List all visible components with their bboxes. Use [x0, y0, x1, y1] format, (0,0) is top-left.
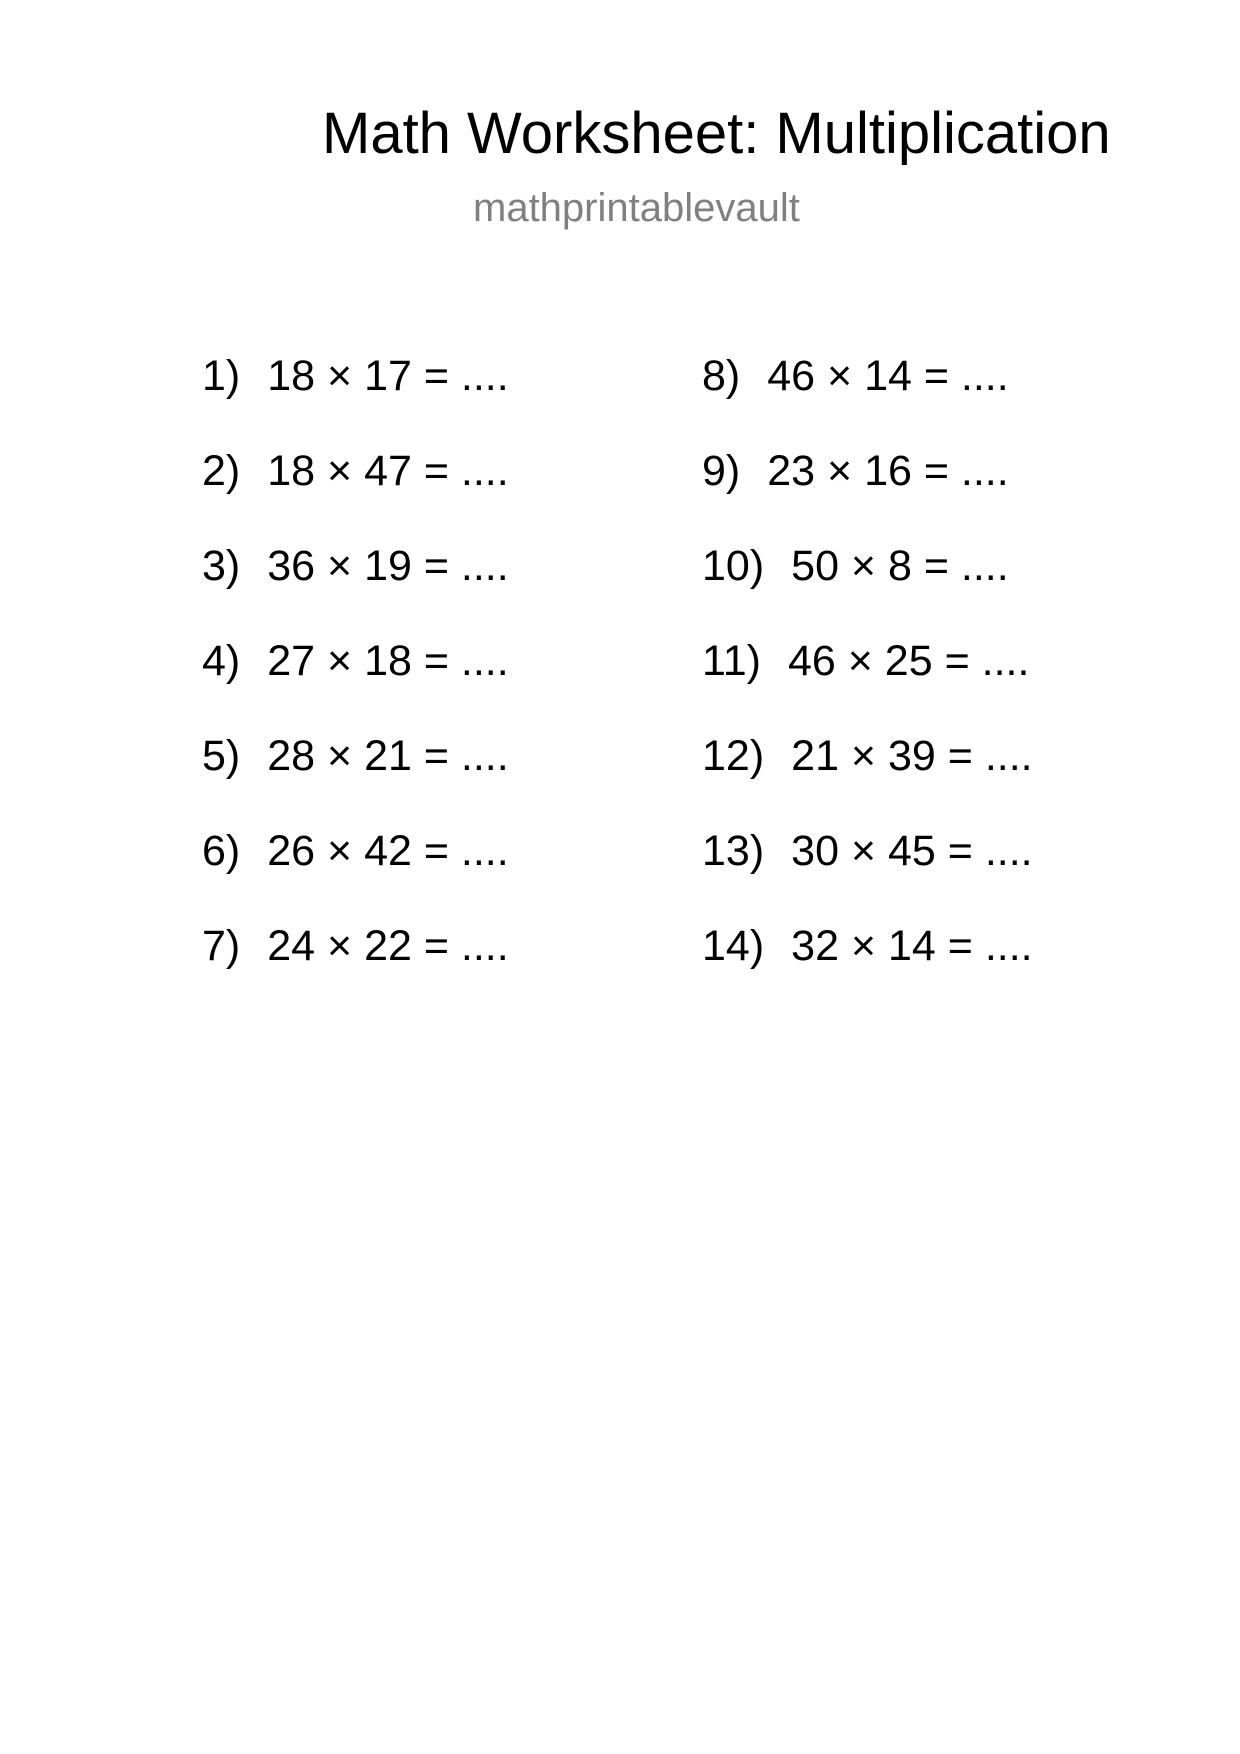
problem-item — [202, 540, 509, 592]
problem-item — [702, 730, 1033, 782]
problem-expression: 30 × 45 = .... — [791, 827, 1033, 875]
page-title: Math Worksheet: Multiplication — [322, 101, 1111, 166]
problem-number: 13) — [702, 827, 765, 875]
problem-number: 14) — [702, 922, 765, 970]
problem-expression: 18 × 17 = .... — [267, 352, 509, 400]
problem-expression: 21 × 39 = .... — [791, 732, 1033, 780]
problem-number: 3) — [202, 542, 241, 590]
problem-item — [202, 635, 509, 687]
problem-expression: 27 × 18 = .... — [267, 637, 509, 685]
problem-item — [702, 445, 1009, 497]
problem-item — [702, 635, 1029, 687]
problem-item — [202, 920, 509, 972]
problem-item — [702, 920, 1033, 972]
problem-number: 5) — [202, 732, 241, 780]
problem-expression: 46 × 14 = .... — [767, 352, 1009, 400]
source-label: mathprintablevault — [473, 186, 800, 230]
problem-number: 1) — [202, 352, 241, 400]
problem-expression: 28 × 21 = .... — [267, 732, 509, 780]
problem-expression: 18 × 47 = .... — [267, 447, 509, 495]
problem-expression: 23 × 16 = .... — [767, 447, 1009, 495]
problem-number: 10) — [702, 542, 765, 590]
problem-item — [202, 825, 509, 877]
problem-number: 11) — [702, 637, 761, 685]
problem-item — [702, 540, 1009, 592]
problem-number: 6) — [202, 827, 241, 875]
problem-item — [702, 350, 1009, 402]
problem-expression: 36 × 19 = .... — [267, 542, 509, 590]
problem-number: 2) — [202, 447, 241, 495]
problem-item — [202, 730, 509, 782]
problem-expression: 32 × 14 = .... — [791, 922, 1033, 970]
problem-number: 12) — [702, 732, 765, 780]
problem-number: 9) — [702, 447, 741, 495]
problem-number: 7) — [202, 922, 241, 970]
problem-number: 8) — [702, 352, 741, 400]
problem-expression: 24 × 22 = .... — [267, 922, 509, 970]
problem-expression: 26 × 42 = .... — [267, 827, 509, 875]
problem-item — [202, 445, 509, 497]
problem-expression: 50 × 8 = .... — [791, 542, 1009, 590]
problem-item — [202, 350, 509, 402]
problem-expression: 46 × 25 = .... — [787, 637, 1030, 685]
problem-item — [702, 825, 1033, 877]
problem-number: 4) — [202, 637, 241, 685]
